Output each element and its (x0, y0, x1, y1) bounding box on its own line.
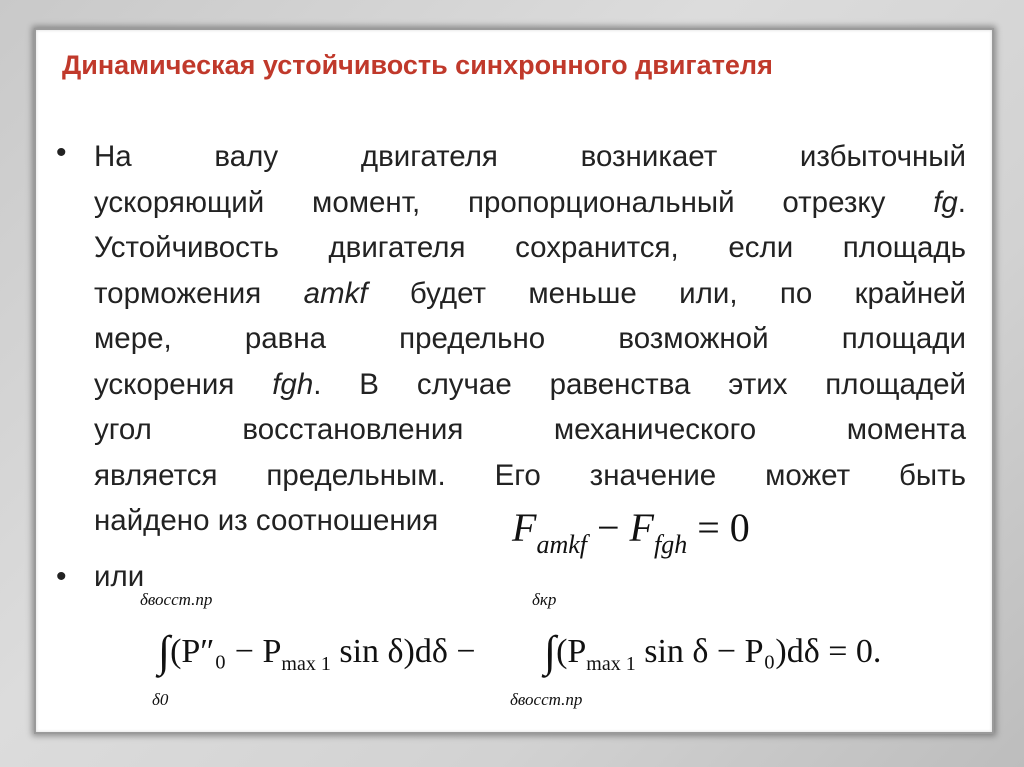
para-line: мере, равна предельно возможной площади (94, 322, 966, 355)
para-line: является предельным. Его значение может быть (94, 458, 966, 492)
para-line: ускорения fgh. В случае равенства этих площадей (94, 367, 966, 401)
para-line: На валу двигателя возникает избыточный (94, 140, 966, 173)
upper-limit-2: δкр (532, 590, 557, 609)
para-line: найдено из соотношения (94, 504, 439, 537)
lower-limit-2: δвосст.пр (510, 690, 583, 709)
para-line: Устойчивость двигателя сохранится, если площадь (94, 231, 966, 264)
equation-area-balance: $F_{amkf} - F_{fgh} = 0$ (512, 505, 750, 559)
bullet-marker: • (56, 136, 67, 169)
integrand-2: $\int(P_{max 1}$ sin δ − P₀)dδ = 0. (544, 627, 882, 676)
body-paragraph (94, 134, 966, 544)
equation-integral (140, 590, 958, 710)
para-line: угол восстановления механического момента (94, 413, 966, 446)
integrand-1: $\int(P''_0 - P_{max 1}$ sin δ)dδ − (158, 627, 476, 676)
upper-limit-1: δвосст.пр (140, 590, 213, 609)
slide-title: Динамическая устойчивость синхронного двигателя (62, 50, 773, 80)
para-line: ускоряющий момент, пропорциональный отрезку fg. (94, 185, 966, 219)
bullet-marker: • (56, 560, 67, 593)
para-line: торможения amkf будет меньше или, по крайней (94, 276, 966, 310)
lower-limit-1: δ0 (152, 690, 169, 709)
or-label: или (94, 560, 145, 593)
slide (34, 28, 994, 734)
